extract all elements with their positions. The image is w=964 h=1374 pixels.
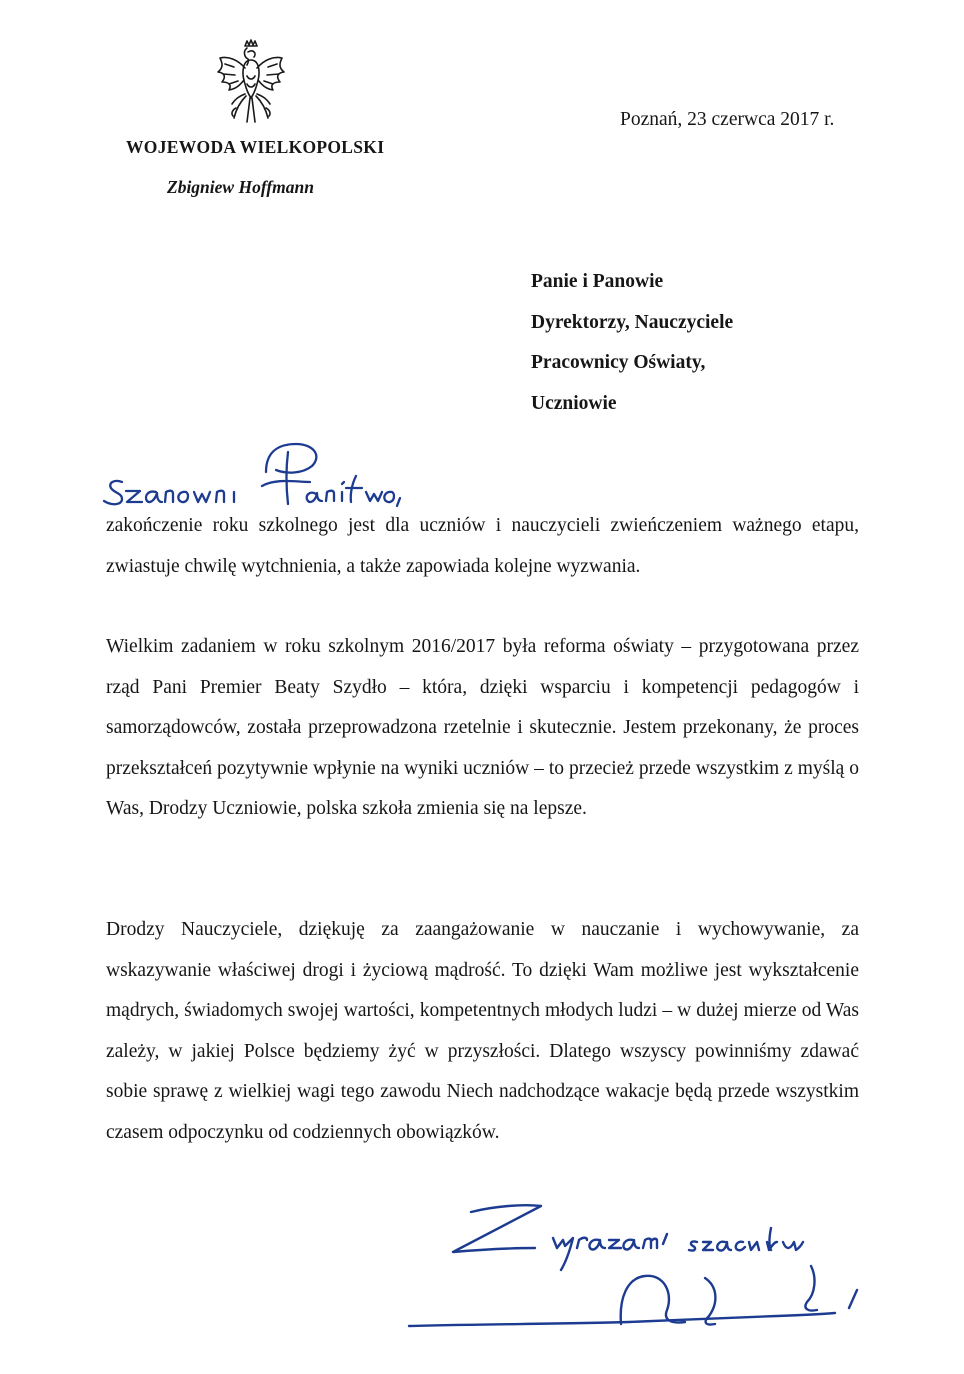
addressee-line: Panie i Panowie: [531, 271, 664, 292]
addressee-line: Uczniowie: [531, 392, 617, 414]
office-holder-name: Zbigniew Hoffmann: [167, 177, 314, 197]
addressee-block: [531, 270, 733, 432]
polish-eagle-emblem-icon: [214, 38, 288, 130]
addressee-line: Pracownicy Oświaty,: [531, 352, 706, 373]
body-paragraph: Drodzy Nauczyciele, dziękuję za zaangażowanie w nauczanie i wychowywanie, za wskazywanie właściwej drogi i życiową mądrość. To dzięki Wam możliwe jest wykształcenie mądrych, świadomych swojej wartości, kompetentnych młodych ludzi – w dużej mierze od Was zależy, w jakiej Polsce będziemy żyć w przyszłości. Dlatego wszyscy powinniśmy zdawać sobie sprawę z wielkiej wagi tego zawodu Niech nadchodzące wakacje będą przede wszystkim czasem odpoczynku od codziennych obowiązków.: [106, 919, 859, 1143]
body-paragraph: Wielkim zadaniem w roku szkolnym 2016/2017 była reforma oświaty – przygotowana przez rząd Pani Premier Beaty Szydło – która, dzięki wsparciu i kompetencji pedagogów i samorządowców, została przeprowadzona rzetelnie i skutecznie. Jestem przekonany, że proces przekształceń pozytywnie wpłynie na wyniki uczniów – to przecież przede wszystkim z myślą o Was, Drodzy Uczniowie, polska szkoła zmienia się na lepsze.: [106, 636, 859, 819]
handwritten-salutation: [100, 436, 460, 514]
office-title: WOJEWODA WIELKOPOLSKI: [126, 137, 385, 157]
body-paragraph: zakończenie roku szkolnego jest dla uczniów i nauczycieli zwieńczeniem ważnego etapu, zwiastuje chwilę wytchnienia, a także zapowiada kolejne wyzwania.: [106, 515, 859, 577]
addressee-line: Dyrektorzy, Nauczyciele: [531, 311, 734, 333]
place-and-date: Poznań, 23 czerwca 2017 r.: [620, 109, 835, 130]
handwritten-closing-and-signature: [405, 1198, 865, 1338]
